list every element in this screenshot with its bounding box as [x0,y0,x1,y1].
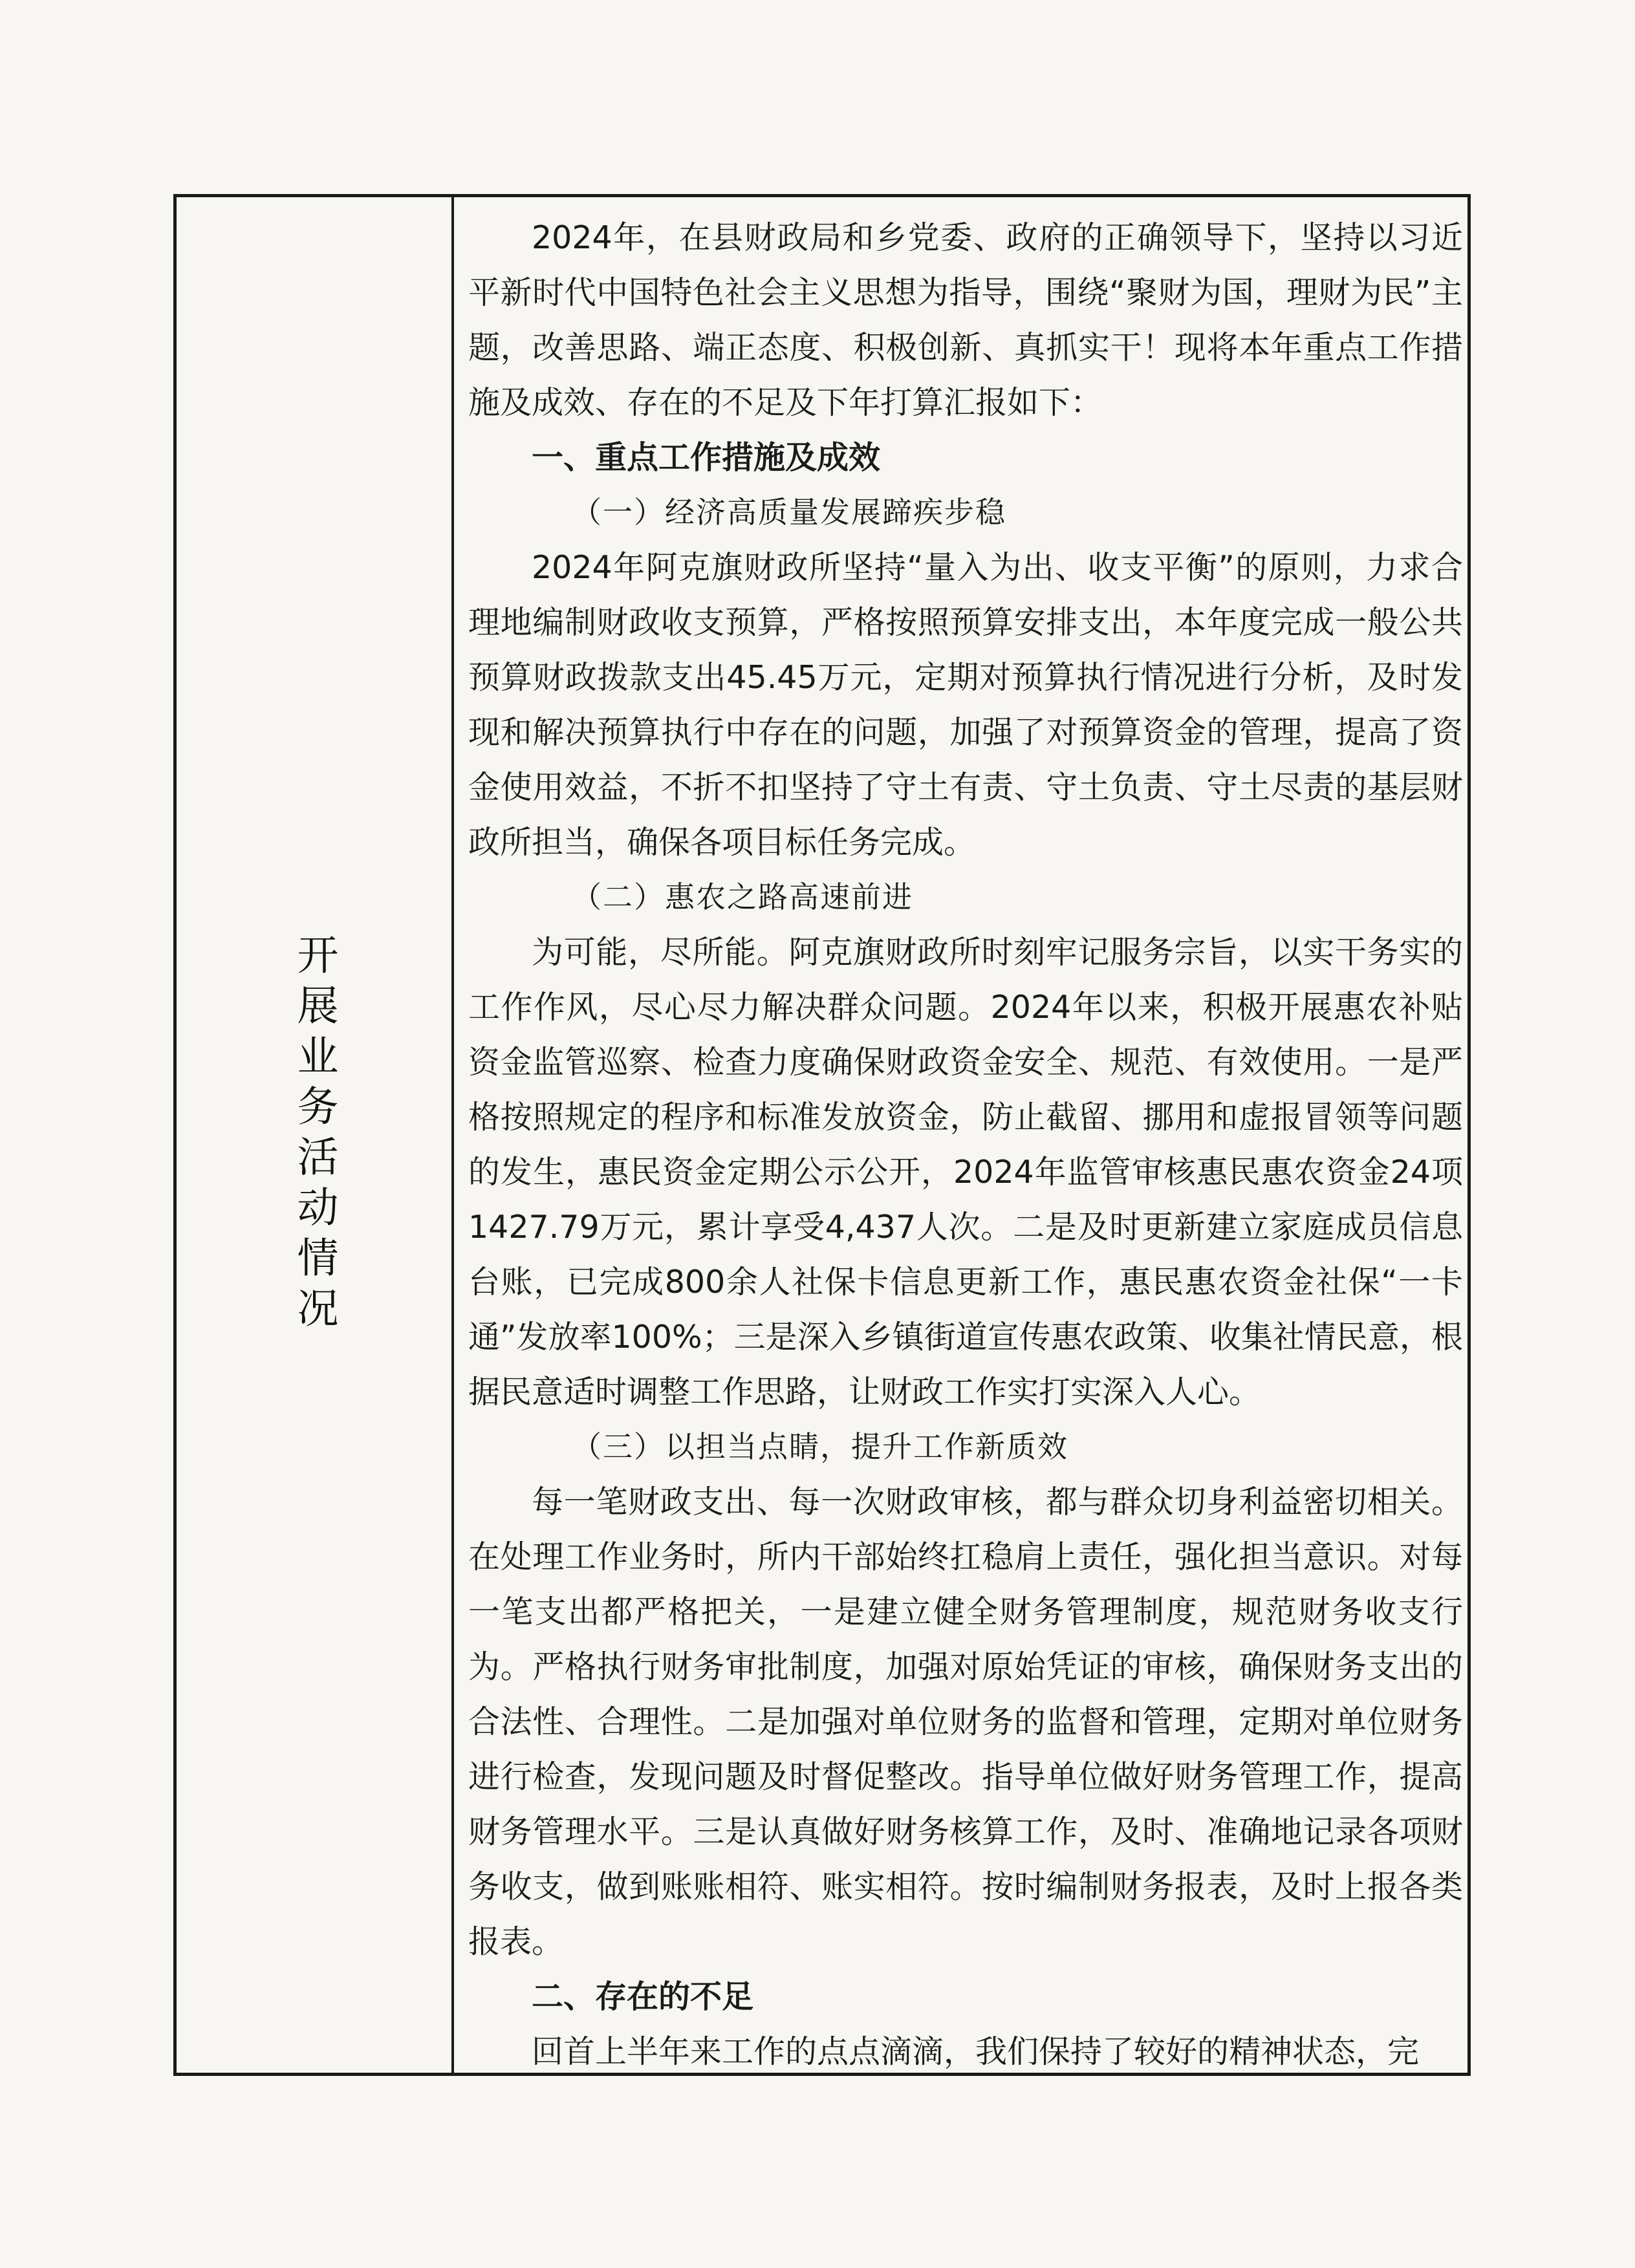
content-cell [454,197,1468,2073]
label-cell [177,197,451,2073]
subheading-agriculture: （二）惠农之路高速前进 [572,880,913,914]
paragraph-review: 回首上半年来工作的点点滴滴，我们保持了较好的精神状态，完 [532,2033,1420,2070]
section-label: 开展业务活动情况 [290,933,338,1337]
heading-shortcomings: 二、存在的不足 [532,1978,754,2015]
subheading-responsibility: （三）以担当点睛，提升工作新质效 [572,1429,1068,1464]
heading-key-measures: 一、重点工作措施及成效 [532,439,881,476]
subheading-economy: （一）经济高质量发展蹄疾步稳 [572,495,1006,530]
paragraph-subsidy: 为可能，尽所能。阿克旗财政所时刻牢记服务宗旨，以实干务实的工作作风，尽心尽力解决群众问题。2024年以来，积极开展惠农补贴资金监管巡察、检查力度确保财政资金安全、规范、有效使用。一是严格按照规定的程序和标准发放资金，防止截留、挪用和虚报冒领等问题的发生，惠民资金定期公示公开，2024年监管审核惠民惠农资金24项1427.79万元，累计享受4,437人次。二是及时更新建立家庭成员信息台账，已完成800余人社保卡信息更新工作，惠民惠农资金社保“一卡通”发放率100%；三是深入乡镇街道宣传惠农政策、收集社情民意，根据民意适时调整工作思路，让财政工作实打实深入人心。 [468,934,1463,1410]
paragraph-finance-management: 每一笔财政支出、每一次财政审核，都与群众切身利益密切相关。在处理工作业务时，所内干部始终扛稳肩上责任，强化担当意识。对每一笔支出都严格把关，一是建立健全财务管理制度，规范财务收支行为。严格执行财务审批制度，加强对原始凭证的审核，确保财务支出的合法性、合理性。二是加强对单位财务的监督和管理，定期对单位财务进行检查，发现问题及时督促整改。指导单位做好财务管理工作，提高财务管理水平。三是认真做好财务核算工作，及时、准确地记录各项财务收支，做到账账相符、账实相符。按时编制财务报表，及时上报各类报表。 [468,1484,1463,1960]
intro-paragraph: 2024年，在县财政局和乡党委、政府的正确领导下，坚持以习近平新时代中国特色社会主义思想为指导，围绕“聚财为国，理财为民”主题，改善思路、端正态度、积极创新、真抓实干！现将本年重点工作措施及成效、存在的不足及下年打算汇报如下： [468,219,1463,421]
paragraph-budget: 2024年阿克旗财政所坚持“量入为出、收支平衡”的原则，力求合理地编制财政收支预算，严格按照预算安排支出，本年度完成一般公共预算财政拨款支出45.45万元，定期对预算执行情况进行分析，及时发现和解决预算执行中存在的问题，加强了对预算资金的管理，提高了资金使用效益，不折不扣坚持了守土有责、守土负责、守土尽责的基层财政所担当，确保各项目标任务完成。 [468,549,1463,861]
